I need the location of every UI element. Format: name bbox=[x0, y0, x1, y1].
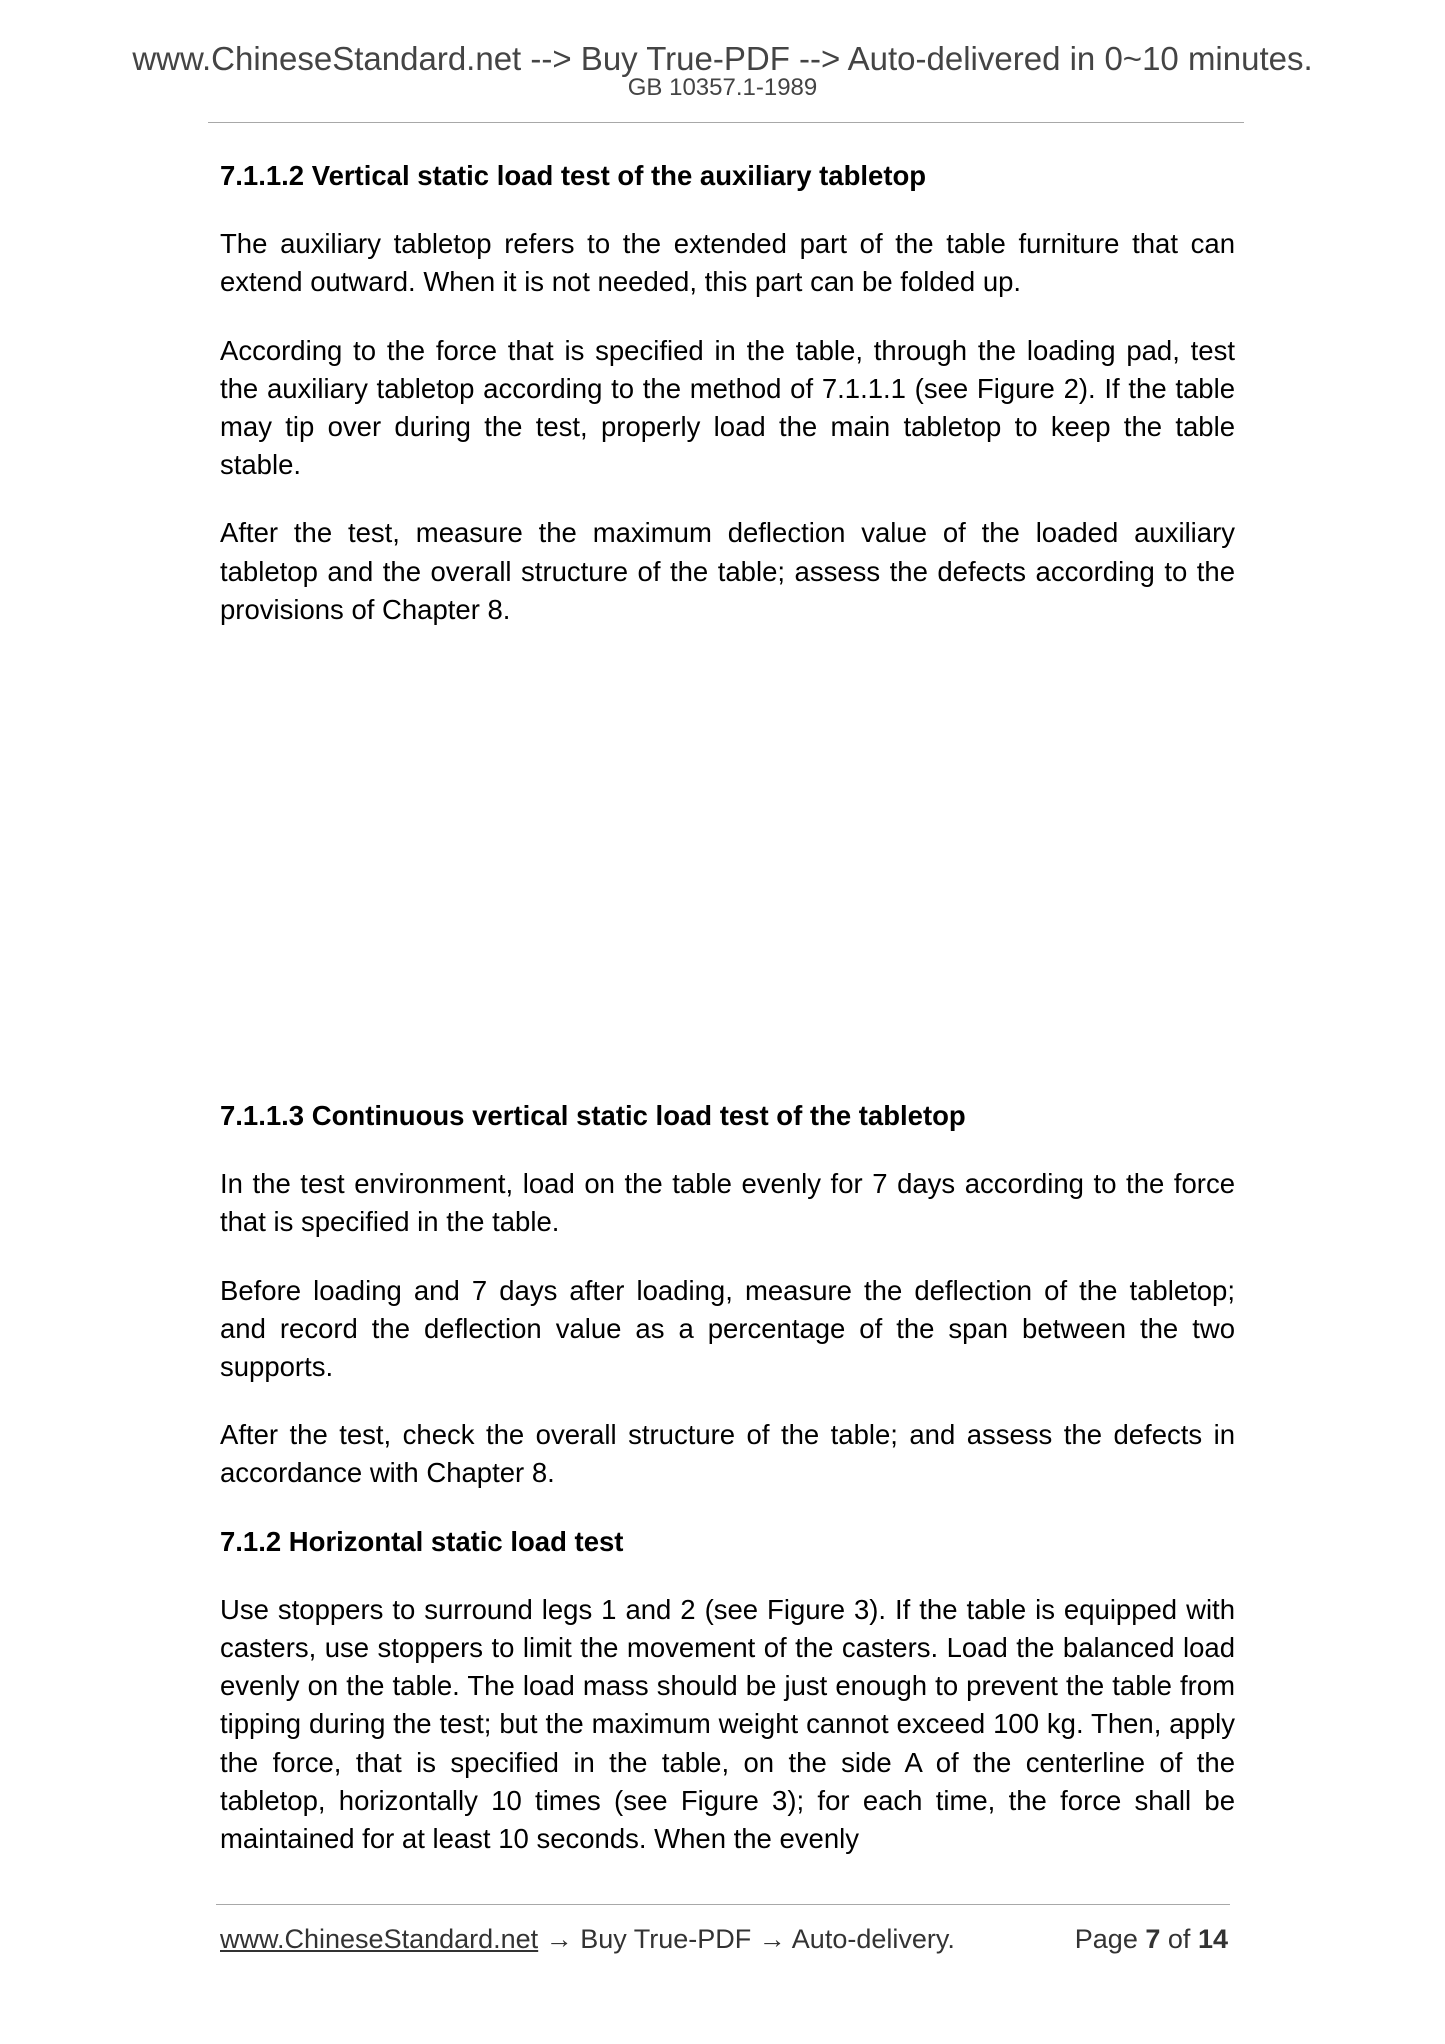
page-label: Page bbox=[1074, 1924, 1138, 1954]
arrow-right-icon: → bbox=[545, 1924, 573, 1954]
page-total: 14 bbox=[1197, 1924, 1228, 1954]
paragraph: According to the force that is specified in the table, through the loading pad, test the auxiliary tabletop according to the method of 7.1.1.1 (see Figure 2). If the table may tip over during the test, properly load the main tabletop to keep the table stable. bbox=[220, 334, 1235, 481]
header-divider bbox=[208, 122, 1244, 123]
paragraph: The auxiliary tabletop refers to the extended part of the table furniture that can extend outward. When it is not needed, this part can be folded up. bbox=[220, 228, 1235, 298]
section-7-1-1-3 bbox=[220, 1097, 1235, 1858]
page-footer bbox=[220, 1922, 1228, 1956]
footer-site-link[interactable]: www.ChineseStandard.net bbox=[220, 1924, 539, 1954]
arrow-right-icon: → bbox=[758, 1924, 786, 1954]
footer-buy-text: Buy True-PDF bbox=[580, 1924, 752, 1954]
page-indicator bbox=[1075, 1922, 1228, 1956]
section-7-1-1-2 bbox=[220, 157, 1235, 629]
standard-number: GB 10357.1-1989 bbox=[627, 74, 818, 101]
paragraph: After the test, measure the maximum deflection value of the loaded auxiliary tabletop and the overall structure of the table; assess the defects according to the provisions of Chapter 8. bbox=[220, 517, 1235, 625]
site-banner: www.ChineseStandard.net --> Buy True-PDF --> Auto-delivered in 0~10 minutes. bbox=[132, 40, 1313, 77]
page-current: 7 bbox=[1145, 1924, 1161, 1954]
of-label: of bbox=[1167, 1924, 1191, 1954]
paragraph: After the test, check the overall structure of the table; and assess the defects in accordance with Chapter 8. bbox=[220, 1419, 1235, 1489]
section-heading: 7.1.1.3 Continuous vertical static load test of the tabletop bbox=[220, 1100, 966, 1131]
footer-delivery-text: Auto-delivery. bbox=[791, 1924, 955, 1954]
section-heading: 7.1.1.2 Vertical static load test of the auxiliary tabletop bbox=[220, 160, 927, 191]
paragraph: Use stoppers to surround legs 1 and 2 (see Figure 3). If the table is equipped with casters, use stoppers to limit the movement of the casters. Load the balanced load evenly on the table. The load mass should be just enough to prevent the table from tipping during the test; but the maximum weight cannot exceed 100 kg. Then, apply the force, that is specified in the table, on the side A of the centerline of the tabletop, horizontally 10 times (see Figure 3); for each time, the force shall be maintained for at least 10 seconds. When the evenly bbox=[220, 1593, 1235, 1855]
footer-divider bbox=[216, 1904, 1230, 1905]
paragraph: In the test environment, load on the table evenly for 7 days according to the force that is specified in the table. bbox=[220, 1168, 1235, 1238]
paragraph: Before loading and 7 days after loading, measure the deflection of the tabletop; and record the deflection value as a percentage of the span between the two supports. bbox=[220, 1274, 1235, 1383]
section-heading: 7.1.2 Horizontal static load test bbox=[220, 1525, 624, 1557]
